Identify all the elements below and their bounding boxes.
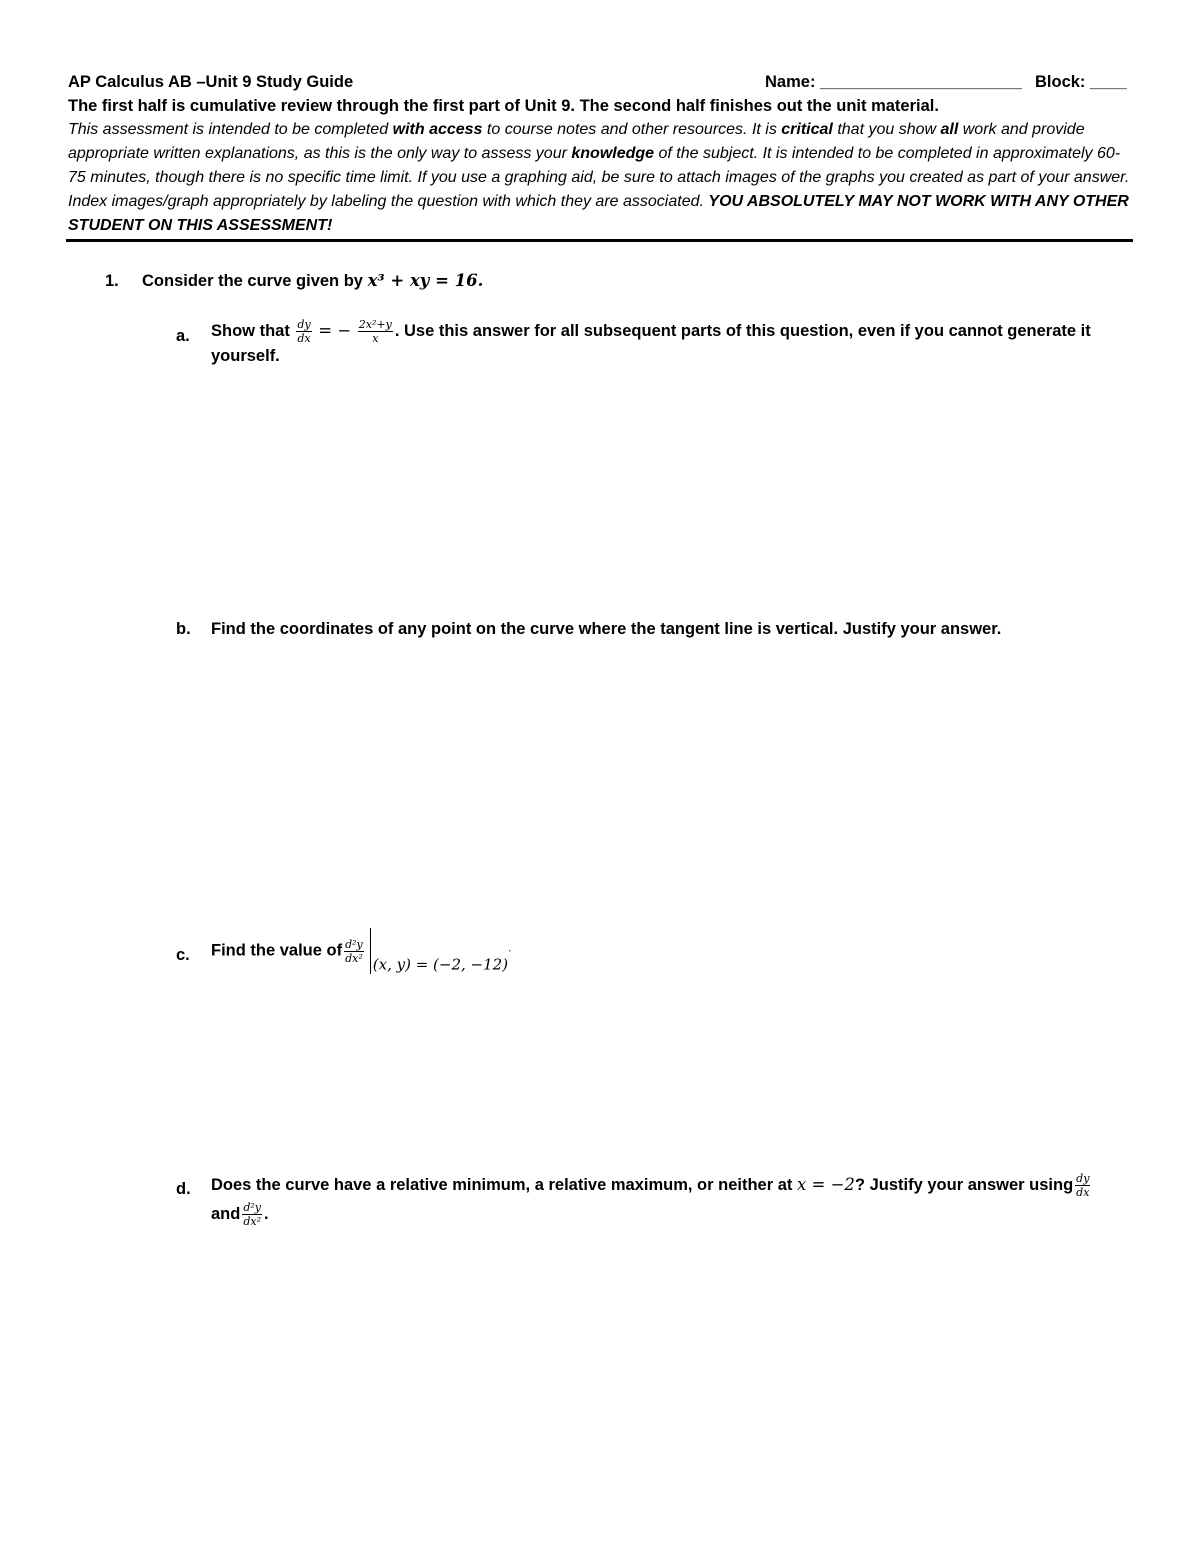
instr-bold: all [940,121,959,138]
question-1 [105,270,484,292]
instr-text: to course notes and other resources. It is [482,121,782,138]
dy-dx-fraction [1075,1172,1090,1199]
equals-sign: = − [318,320,352,340]
instr-bold: critical [781,121,833,138]
fraction-denominator: dx [297,332,311,345]
part-label: c. [176,946,190,964]
header [68,70,1132,94]
part-d-period: . [264,1204,269,1223]
part-a-lead: Show that [211,321,290,340]
fraction-denominator: dx² [243,1215,261,1228]
question-text: Consider the curve given by [142,272,368,290]
fraction-denominator: x [372,332,379,345]
instr-bold: with access [392,121,483,138]
second-derivative-fraction [344,938,364,965]
part-d [176,1172,1126,1228]
evaluation-point: (x, y) = (−2, −12) [372,955,509,974]
page-title: AP Calculus AB –Unit 9 Study Guide [68,73,354,91]
x-value: x = −2 [796,1174,855,1194]
document-page [68,70,1132,238]
part-label: a. [176,327,190,345]
part-label: b. [176,620,191,638]
instr-bold: knowledge [571,145,655,162]
name-field: Name: ______________________ [765,73,1022,91]
part-b-text: Find the coordinates of any point on the curve where the tangent line is vertical. Justify your answer. [211,620,1002,638]
fraction-numerator: d²y [243,1201,262,1214]
instructions [68,118,1132,238]
part-a-text: . Use this answer for all subsequent parts of this question, even if you cannot generate it yourself. [211,321,1091,365]
instr-text: that you show [832,121,941,138]
fraction-denominator: dx [1076,1186,1090,1199]
instr-text: of the subject. It is intended to be completed in approximately 60-75 minutes, though there is no specific time limit. If you use a graphing aid, be sure to attach images of the graphs you created as part of your answer. Index images/graph appropriately by labeling the question with which they are associated. [68,145,1130,210]
header-divider [66,239,1133,242]
part-d-mid: ? Justify your answer using [854,1175,1074,1194]
instr-text: work and provide appropriate written explanations, as this is the only way to assess your [68,121,1085,162]
part-a [176,318,1126,367]
block-field: Block: ____ [1035,73,1127,91]
part-d-lead: Does the curve have a relative minimum, a relative maximum, or neither at [211,1175,797,1194]
evaluation-bar [370,928,371,974]
instr-text: This assessment is intended to be completed [68,121,393,138]
fraction-numerator: dy [1076,1172,1090,1185]
part-label: d. [176,1180,191,1198]
part-c-period: . [508,943,512,955]
question-equation: x³ + xy = 16. [367,271,484,290]
fraction-numerator: 2x²+y [358,318,392,331]
question-number: 1. [105,272,119,290]
part-d-and: and [211,1204,241,1223]
fraction-denominator: dx² [345,951,363,965]
subtitle: The first half is cumulative review through the first part of Unit 9. The second half finishes out the unit material. [68,97,939,115]
derivative-expression [358,318,393,345]
part-c [176,928,1126,975]
dy-dx-fraction [296,318,311,345]
second-derivative-fraction [242,1201,262,1228]
part-c-lead: Find the value of [211,941,343,960]
instr-warning: YOU ABSOLUTELY MAY NOT WORK WITH ANY OTHER STUDENT ON THIS ASSESSMENT! [68,193,1129,234]
fraction-numerator: d²y [345,937,363,951]
fraction-numerator: dy [297,318,311,331]
